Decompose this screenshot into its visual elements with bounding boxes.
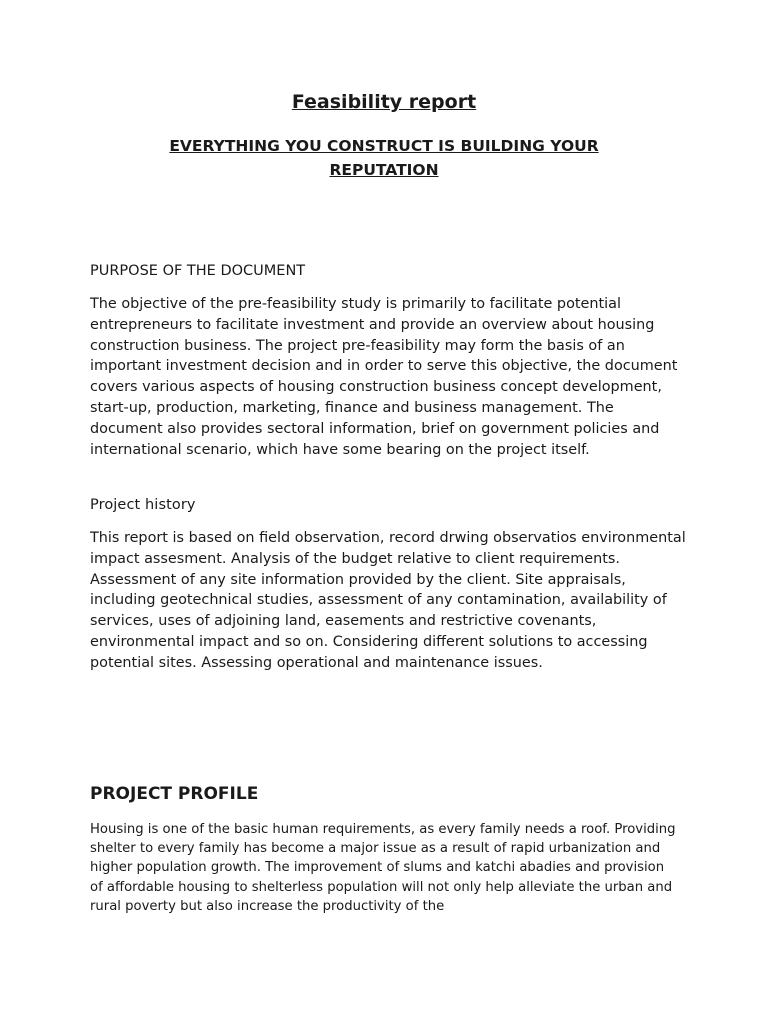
- section-body-purpose: The objective of the pre-feasibility study is primarily to facilitate potential entrepreneurs to facilitate investment and provide an overview about housing construction business. The project pre-feasibility may form the basis of an important investment decision and in order to serve this objective, the document covers various aspects of housing construction business concept development, start-up, production, marketing, finance and business management. The document also provides sectoral information, brief on government policies and international scenario, which have some bearing on the project itself.: [90, 296, 678, 458]
- section-heading-project-history: Project history: [90, 497, 196, 513]
- section-body-project-history: This report is based on field observation, record drwing observatios environmental impact assesment. Analysis of the budget relative to client requirements. Assessment of any site information provided by the client. Site appraisals, including geotechnical studies, assessment of any contamination, availability of services, uses of adjoining land, easements and restrictive covenants, environmental impact and so on. Considering different solutions to accessing potential sites. Assessing operational and maintenance issues.: [90, 530, 686, 671]
- section-heading-project-profile: PROJECT PROFILE: [90, 784, 259, 804]
- document-title: Feasibility report: [291, 91, 477, 113]
- document-subtitle: EVERYTHING YOU CONSTRUCT IS BUILDING YOUR REPUTATION: [169, 137, 599, 179]
- section-body-project-profile: Housing is one of the basic human requirements, as every family needs a roof. Providing shelter to every family has become a major issue as a result of rapid urbanization and higher population growth. The improvement of slums and katchi abadies and provision of affordable housing to shelterless population will not only help alleviate the urban and rural poverty but also increase the productivity of the: [90, 822, 676, 914]
- section-heading-purpose: PURPOSE OF THE DOCUMENT: [90, 263, 306, 279]
